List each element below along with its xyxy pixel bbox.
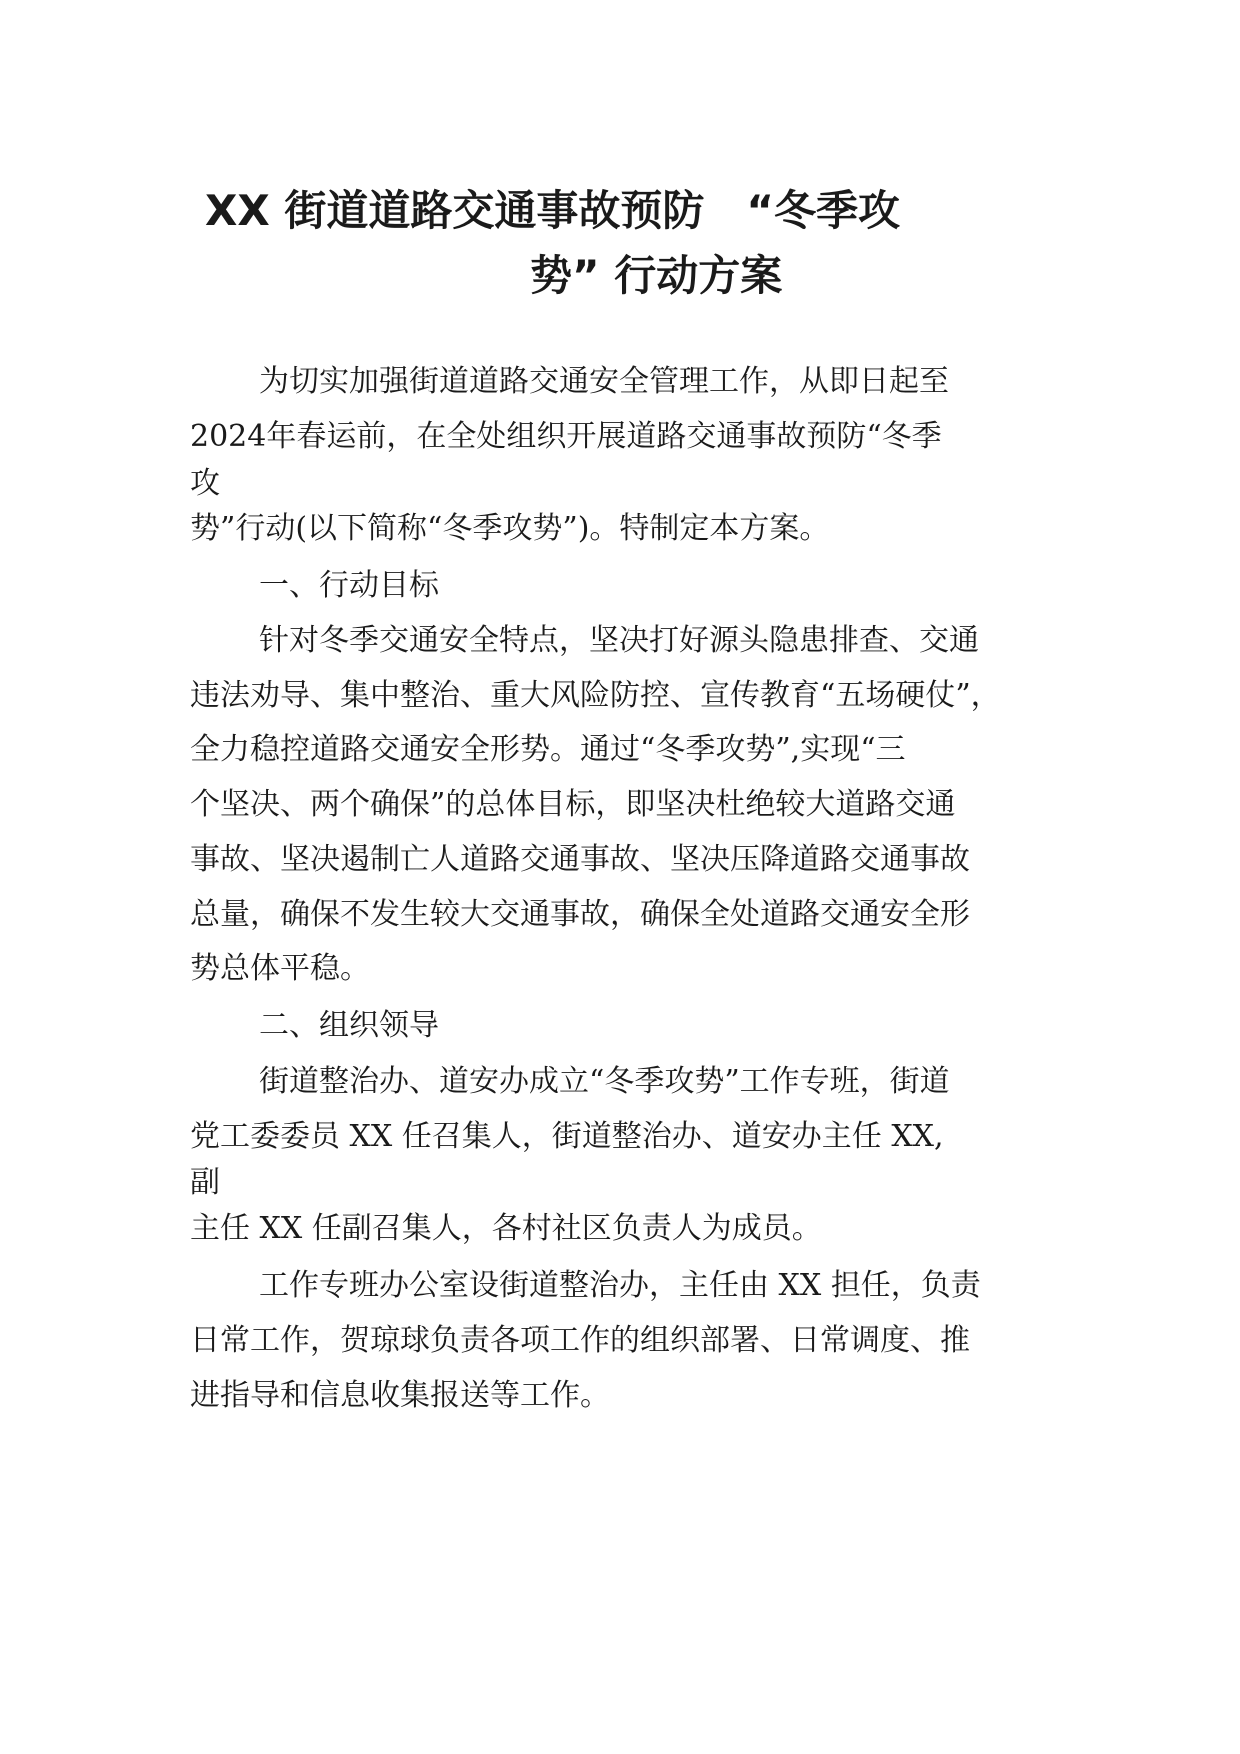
paragraph-line: 违法劝导、集中整治、重大风险防控、宣传教育“五场硬仗”， — [190, 678, 1001, 713]
paragraph-line: 为切实加强街道道路交通安全管理工作，从即日起至 — [259, 364, 949, 399]
paragraph-line: 个坚决、两个确保”的总体目标，即坚决杜绝较大道路交通 — [190, 787, 956, 822]
paragraph-line: 进指导和信息收集报送等工作。 — [190, 1378, 610, 1413]
paragraph-line: 针对冬季交通安全特点，坚决打好源头隐患排查、交通 — [259, 623, 979, 658]
paragraph-line: 党工委委员 XX 任召集人，街道整治办、道安办主任 XX, — [190, 1119, 944, 1154]
paragraph-line: 副 — [190, 1165, 220, 1200]
paragraph-line: 势”行动(以下简称“冬季攻势”)。特制定本方案。 — [190, 511, 830, 546]
paragraph-line: 攻 — [190, 466, 220, 501]
paragraph-line: 势总体平稳。 — [190, 951, 370, 986]
paragraph-line: 工作专班办公室设街道整治办，主任由 XX 担任，负责 — [259, 1268, 981, 1303]
section-heading: 一、行动目标 — [259, 568, 439, 603]
paragraph-line: 2024年春运前，在全处组织开展道路交通事故预防“冬季 — [190, 419, 942, 454]
section-heading: 二、组织领导 — [259, 1008, 439, 1043]
paragraph-line: 全力稳控道路交通安全形势。通过“冬季攻势”,实现“三 — [190, 732, 906, 767]
document-title-line-2: 势” 行动方案 — [530, 251, 783, 300]
document-title-line-1: XX 街道道路交通事故预防 “冬季攻 — [205, 186, 900, 235]
paragraph-line: 主任 XX 任副召集人，各村社区负责人为成员。 — [190, 1211, 822, 1246]
paragraph-line: 总量，确保不发生较大交通事故，确保全处道路交通安全形 — [190, 897, 970, 932]
paragraph-line: 街道整治办、道安办成立“冬季攻势”工作专班，街道 — [259, 1064, 950, 1099]
paragraph-line: 日常工作，贺琼球负责各项工作的组织部署、日常调度、推 — [190, 1323, 970, 1358]
paragraph-line: 事故、坚决遏制亡人道路交通事故、坚决压降道路交通事故 — [190, 842, 970, 877]
